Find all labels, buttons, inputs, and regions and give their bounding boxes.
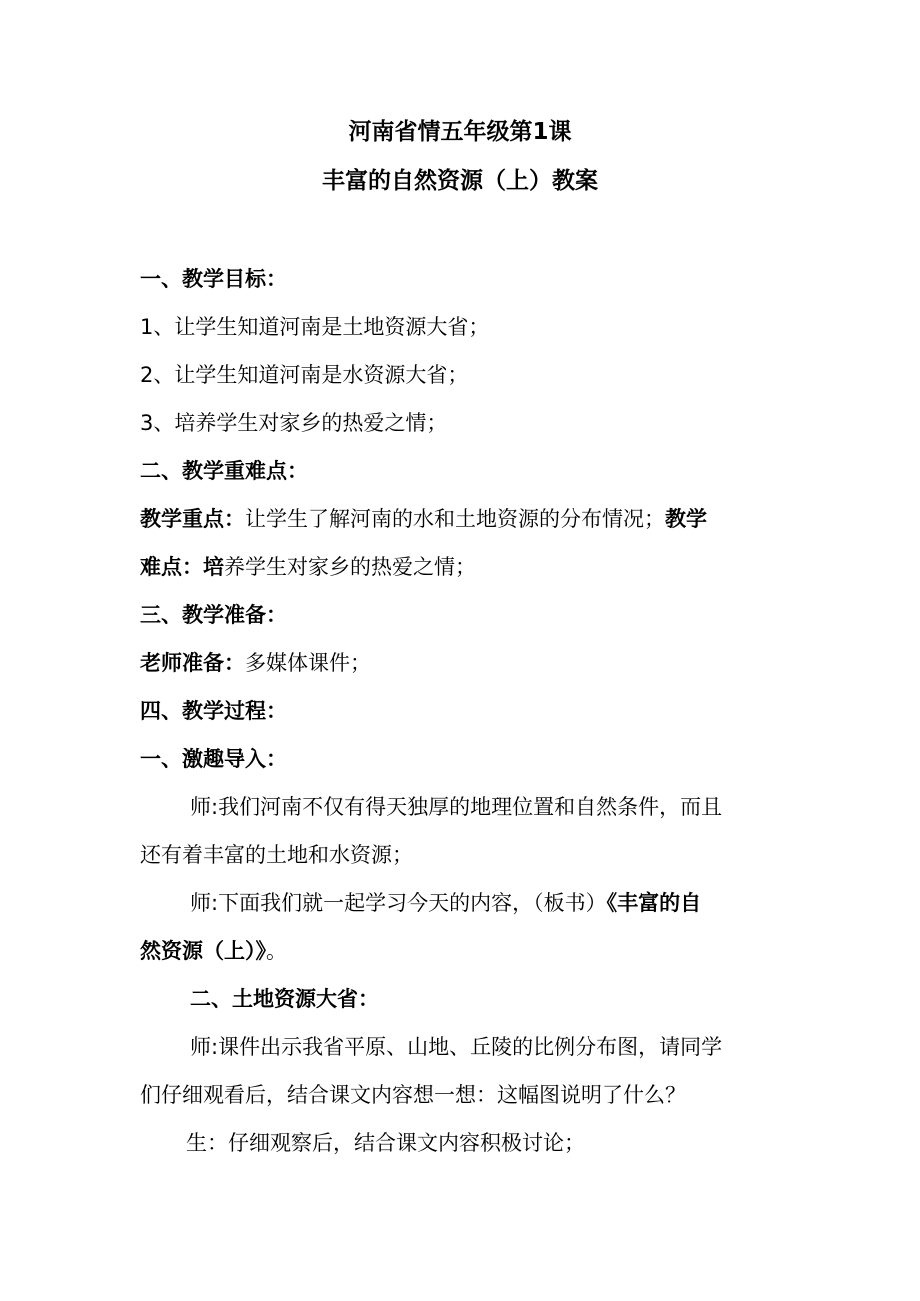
document-title: 河南省情五年级第1课 [348,119,572,145]
paragraph-3-line-2: 们仔细观看后，结合课文内容想一想：这幅图说明了什么？ [140,1083,686,1107]
difficulty-text: 养学生对家乡的热爱之情； [224,555,476,579]
goal-item-2: 2、让学生知道河南是水资源大省； [140,363,469,387]
paragraph-2-line-2 [140,936,800,966]
paragraph-2-text: 师:下面我们就一起学习今天的内容，（板书） [190,891,607,915]
key-point-label: 教学重点： [140,507,245,531]
paragraph-3-line-1: 师:课件出示我省平原、山地、丘陵的比例分布图，请同学 [190,1035,723,1059]
key-point-line [140,504,800,534]
section-heading-process: 四、教学过程： [140,699,287,723]
lesson-title-end: 然资源（上）》 [140,939,266,963]
paragraph-2-line-1 [190,888,782,918]
difficulty-label-start: 教学 [665,507,707,531]
step-heading-land: 二、土地资源大省： [190,987,379,1011]
goal-item-1: 1、让学生知道河南是土地资源大省； [140,315,490,339]
lesson-title-start: 《丰富的自 [606,891,702,915]
step-heading-intro: 一、激趣导入： [140,747,287,771]
section-heading-key-points: 二、教学重难点： [140,459,308,483]
goal-item-3: 3、培养学生对家乡的热爱之情； [140,411,448,435]
difficulty-line [140,552,800,582]
paragraph-1-line-2: 还有着丰富的土地和水资源； [140,843,413,867]
preparation-text: 多媒体课件； [245,651,371,675]
section-heading-goals: 一、教学目标： [140,267,287,291]
section-heading-preparation: 三、教学准备： [140,603,287,627]
preparation-label: 老师准备： [140,651,245,675]
paragraph-2-period: 。 [266,939,287,963]
preparation-line [140,648,800,678]
key-point-text: 让学生了解河南的水和土地资源的分布情况； [245,507,665,531]
difficulty-label: 难点：培 [140,555,224,579]
paragraph-1-line-1: 师:我们河南不仅有得天独厚的地理位置和自然条件，而且 [190,795,723,819]
document-subtitle: 丰富的自然资源（上）教案 [322,168,598,194]
paragraph-4-line-1: 生：仔细观察后，结合课文内容积极讨论； [186,1131,585,1155]
